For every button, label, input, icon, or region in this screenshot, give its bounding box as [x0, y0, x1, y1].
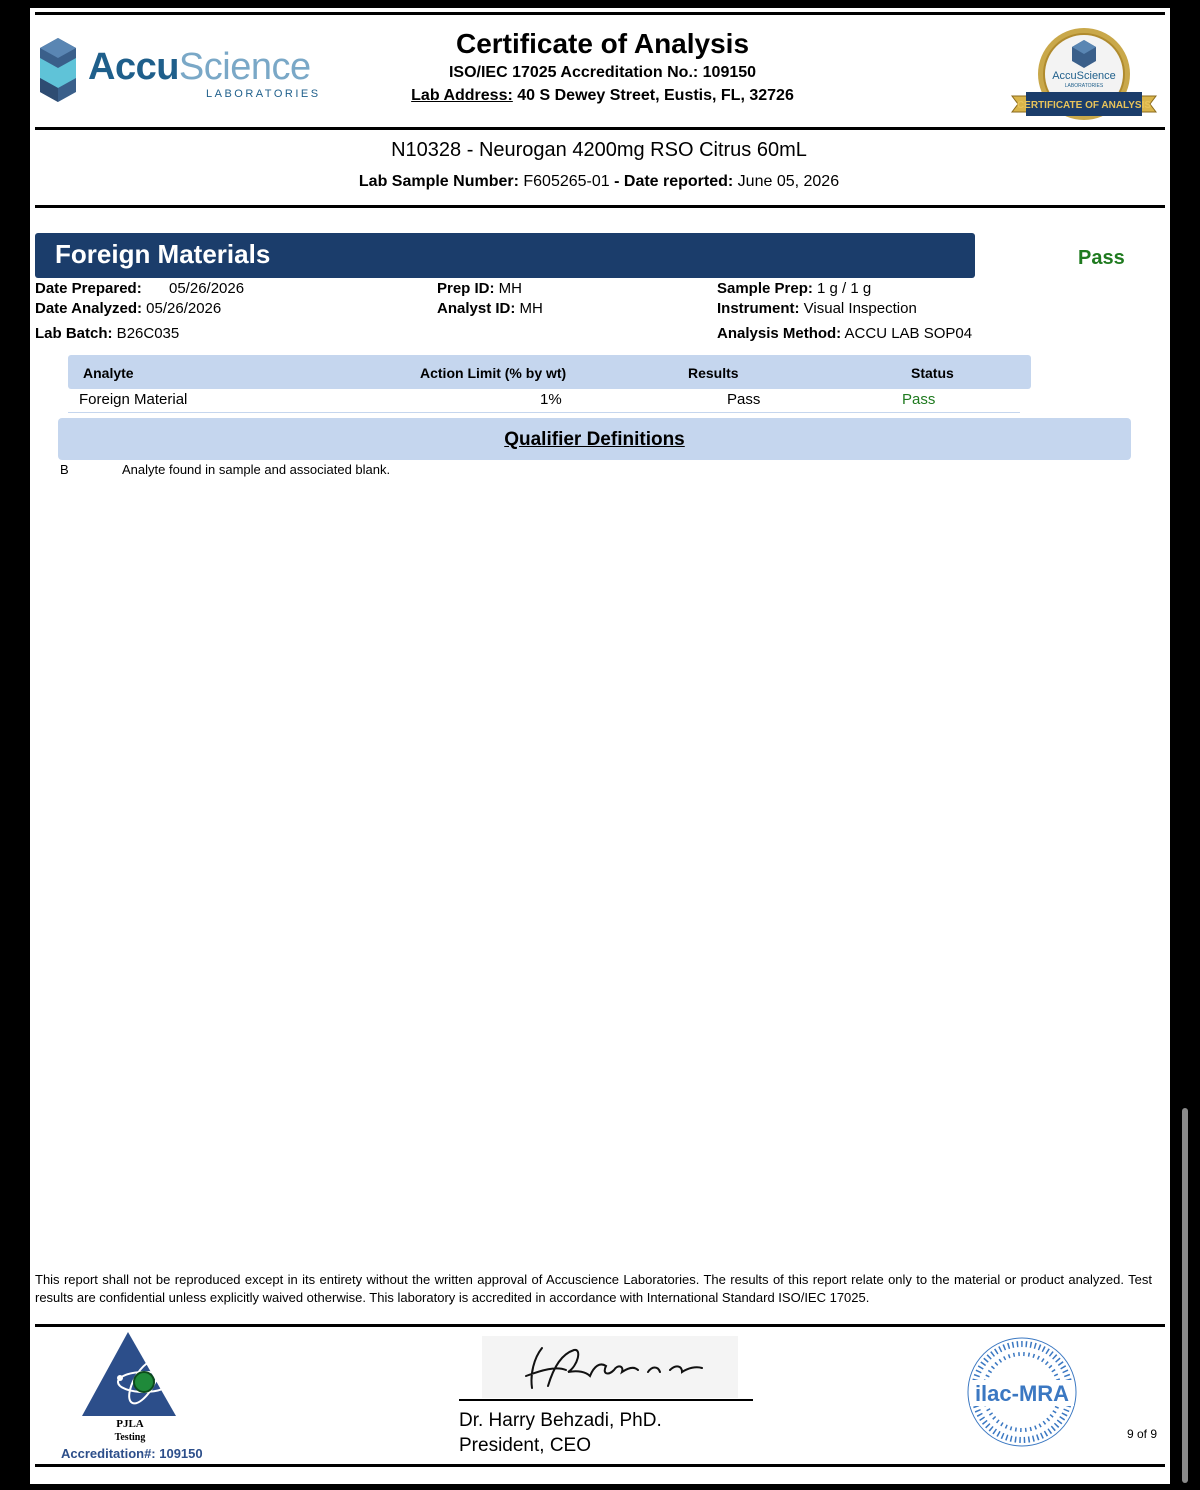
cell-analyte: Foreign Material	[79, 391, 188, 408]
qualifier-definitions-bar	[58, 418, 1131, 460]
header-rule	[35, 127, 1165, 130]
pjla-triangle-icon	[80, 1330, 184, 1426]
qualifier-description: Analyte found in sample and associated blank.	[122, 462, 391, 477]
pjla-name: PJLA	[116, 1418, 144, 1430]
svg-text:ilac-MRA: ilac-MRA	[974, 1381, 1070, 1406]
accreditation-number: ISO/IEC 17025 Accreditation No.: 109150	[448, 64, 757, 81]
section-title: Foreign Materials	[55, 239, 271, 269]
svg-text:AccuScience: AccuScience	[1052, 70, 1116, 82]
bottom-rule	[35, 1464, 1165, 1467]
column-header-analyte: Analyte	[83, 365, 134, 381]
sample-info: Lab Sample Number: F605265-01 - Date reported: June 05, 2026	[358, 173, 840, 190]
lab-batch: Lab Batch: B26C035	[35, 325, 180, 342]
scrollbar-thumb[interactable]	[1182, 1108, 1188, 1483]
qualifier-definitions-title: Qualifier Definitions	[504, 429, 685, 450]
logo-subtitle: LABORATORIES	[206, 88, 321, 100]
cell-result: Pass	[727, 391, 761, 408]
column-header-status: Status	[911, 365, 954, 381]
product-name: N10328 - Neurogan 4200mg RSO Citrus 60mL	[391, 139, 807, 161]
analysis-method: Analysis Method: ACCU LAB SOP04	[717, 325, 973, 342]
qualifier-code: B	[60, 462, 69, 477]
pjla-accreditation: Accreditation#: 109150	[61, 1446, 203, 1461]
table-row	[68, 390, 1020, 413]
date-prepared-value: 05/26/2026	[169, 280, 245, 297]
overall-status: Pass	[1078, 247, 1125, 269]
signature-line	[459, 1399, 753, 1401]
footer-rule	[35, 1324, 1165, 1327]
pjla-subtitle: Testing	[114, 1432, 146, 1443]
lab-address: Lab Address: 40 S Dewey Street, Eustis, FL, 32726	[411, 87, 794, 104]
section-header-bar	[35, 233, 975, 278]
top-rule	[35, 12, 1165, 15]
analyst-id: Analyst ID: MH	[437, 300, 543, 317]
logo-wordmark: AccuScience	[88, 46, 311, 88]
prep-id: Prep ID: MH	[437, 280, 523, 297]
ilac-mra-logo	[966, 1334, 1078, 1452]
svg-text:LABORATORIES: LABORATORIES	[1064, 83, 1104, 89]
sample-prep: Sample Prep: 1 g / 1 g	[717, 280, 872, 297]
svg-text:CERTIFICATE OF ANALYSIS: CERTIFICATE OF ANALYSIS	[1016, 100, 1152, 111]
cell-action-limit: 1%	[540, 391, 562, 408]
certificate-seal	[1006, 26, 1162, 130]
seal-icon	[1006, 26, 1162, 130]
certificate-page	[30, 8, 1170, 1484]
product-rule	[35, 205, 1165, 208]
signature-icon	[482, 1336, 738, 1398]
column-header-action-limit: Action Limit (% by wt)	[420, 365, 567, 381]
signer-title: President, CEO	[459, 1435, 591, 1456]
column-header-results: Results	[688, 365, 739, 381]
results-table-header	[68, 355, 1031, 389]
signature	[482, 1336, 738, 1398]
signer-block	[459, 1408, 662, 1458]
ilac-mra-icon	[966, 1334, 1078, 1452]
pjla-logo	[80, 1330, 184, 1426]
page-number: 9 of 9	[1127, 1427, 1158, 1441]
document-title: Certificate of Analysis	[455, 28, 750, 59]
instrument: Instrument: Visual Inspection	[717, 300, 917, 317]
date-analyzed: Date Analyzed: 05/26/2026	[35, 300, 222, 317]
disclaimer-text: This report shall not be reproduced except in its entirety without the written approval of Accuscience Laboratories. The results of this report relate only to the material or product analyzed. Test results are confidential unless explicitly waived otherwise. This laboratory is accredited in accordance with International Standard ISO/IEC 17025.	[35, 1272, 1152, 1305]
cell-status: Pass	[902, 391, 936, 408]
signer-name: Dr. Harry Behzadi, PhD.	[459, 1410, 662, 1431]
date-prepared: Date Prepared:	[35, 280, 142, 297]
